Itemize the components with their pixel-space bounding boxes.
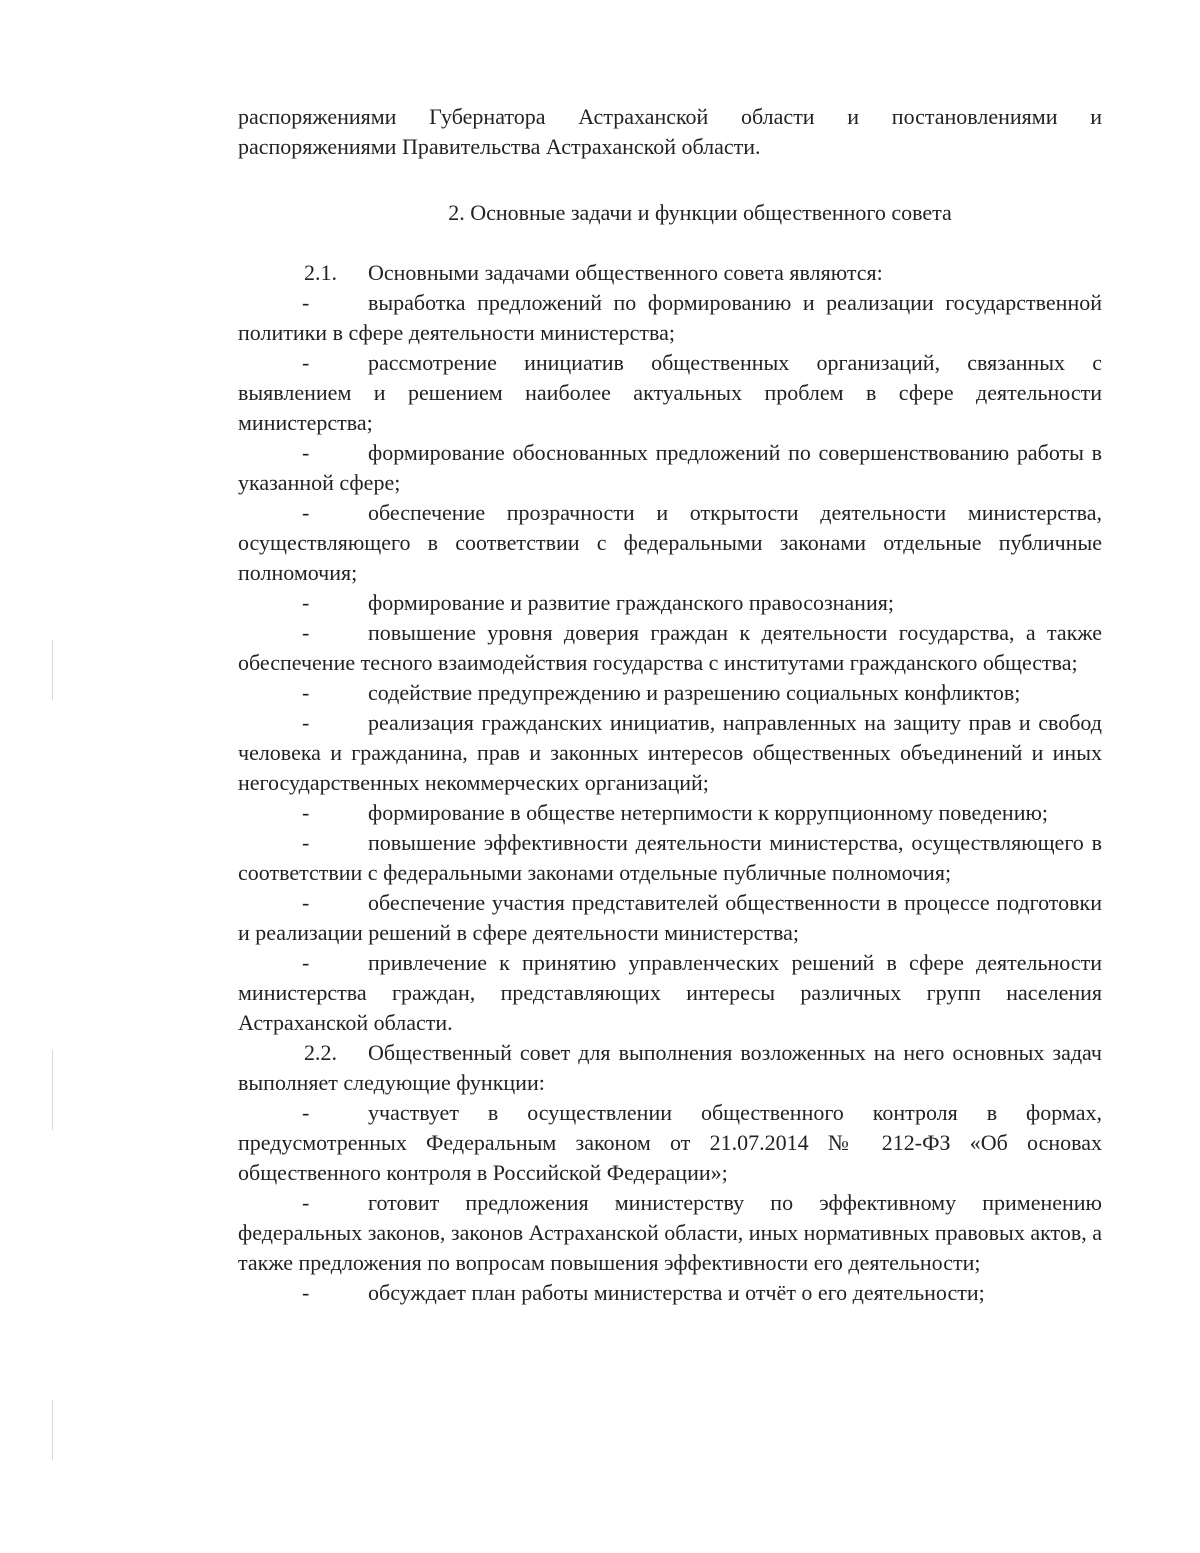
clause-text: Основными задачами общественного совета являются: (368, 260, 883, 285)
section-heading: 2. Основные задачи и функции общественного совета (448, 200, 952, 225)
clause-text: Общественный совет для выполнения возложенных на него основных задач выполняет следующие функции: (238, 1040, 1102, 1095)
list-item: - обеспечение участия представителей общественности в процессе подготовки и реализации решений в сфере деятельности министерства; (238, 890, 1102, 945)
dash-marker: - (302, 800, 310, 825)
list-item: - повышение уровня доверия граждан к деятельности государства, а также обеспечение тесного взаимодействия государства с институтами гражданского общества; (238, 620, 1102, 675)
clause-number: 2.2. (304, 1040, 337, 1065)
dash-marker: - (302, 830, 310, 855)
clause-2-1 (238, 258, 1102, 288)
functions-list (238, 1098, 1102, 1308)
list-item: - содействие предупреждению и разрешению социальных конфликтов; (238, 678, 1102, 708)
list-item: - формирование и развитие гражданского правосознания; (238, 588, 1102, 618)
intro-paragraph: распоряжениями Губернатора Астраханской области и постановлениями и распоряжениями Правительства Астраханской области. (238, 104, 1102, 159)
list-item: - формирование в обществе нетерпимости к коррупционному поведению; (238, 798, 1102, 828)
list-item: - реализация гражданских инициатив, направленных на защиту прав и свобод человека и гражданина, прав и законных интересов общественных объединений и иных негосударственных некоммерческих организаций; (238, 710, 1102, 795)
list-item: - рассмотрение инициатив общественных организаций, связанных с выявлением и решением наиболее актуальных проблем в сфере деятельности министерства; (238, 350, 1102, 435)
list-item: - участвует в осуществлении общественного контроля в формах, предусмотренных Федеральным законом от 21.07.2014 № 212-ФЗ «Об основах общественного контроля в Российской Федерации»; (238, 1100, 1102, 1185)
list-item: - готовит предложения министерству по эффективному применению федеральных законов, законов Астраханской области, иных нормативных правовых актов, а также предложения по вопросам повышения эффективности его деятельности; (238, 1190, 1102, 1275)
dash-marker: - (302, 440, 310, 465)
list-item: - выработка предложений по формированию и реализации государственной политики в сфере деятельности министерства; (238, 290, 1102, 345)
dash-marker: - (302, 290, 310, 315)
dash-marker: - (302, 1100, 310, 1125)
clause-2-2 (238, 1038, 1102, 1098)
list-item: - повышение эффективности деятельности министерства, осуществляющего в соответствии с федеральными законами отдельные публичные полномочия; (238, 830, 1102, 885)
list-item: - обсуждает план работы министерства и отчёт о его деятельности; (238, 1278, 1102, 1308)
list-item: - обеспечение прозрачности и открытости деятельности министерства, осуществляющего в соответствии с федеральными законами отдельные публичные полномочия; (238, 500, 1102, 585)
tasks-list (238, 288, 1102, 1038)
dash-marker: - (302, 950, 310, 975)
dash-marker: - (302, 890, 310, 915)
list-item: - формирование обоснованных предложений по совершенствованию работы в указанной сфере; (238, 440, 1102, 495)
document-body (238, 102, 1102, 1308)
scan-artifact-line (52, 640, 53, 700)
scan-artifact-line (52, 1400, 53, 1460)
dash-marker: - (302, 500, 310, 525)
clause-number: 2.1. (304, 260, 337, 285)
dash-marker: - (302, 590, 310, 615)
dash-marker: - (302, 350, 310, 375)
list-item: - привлечение к принятию управленческих решений в сфере деятельности министерства граждан, представляющих интересы различных групп населения Астраханской области. (238, 950, 1102, 1035)
dash-marker: - (302, 680, 310, 705)
dash-marker: - (302, 710, 310, 735)
dash-marker: - (302, 1190, 310, 1215)
dash-marker: - (302, 620, 310, 645)
dash-marker: - (302, 1280, 310, 1305)
scan-artifact-line (52, 1050, 53, 1130)
